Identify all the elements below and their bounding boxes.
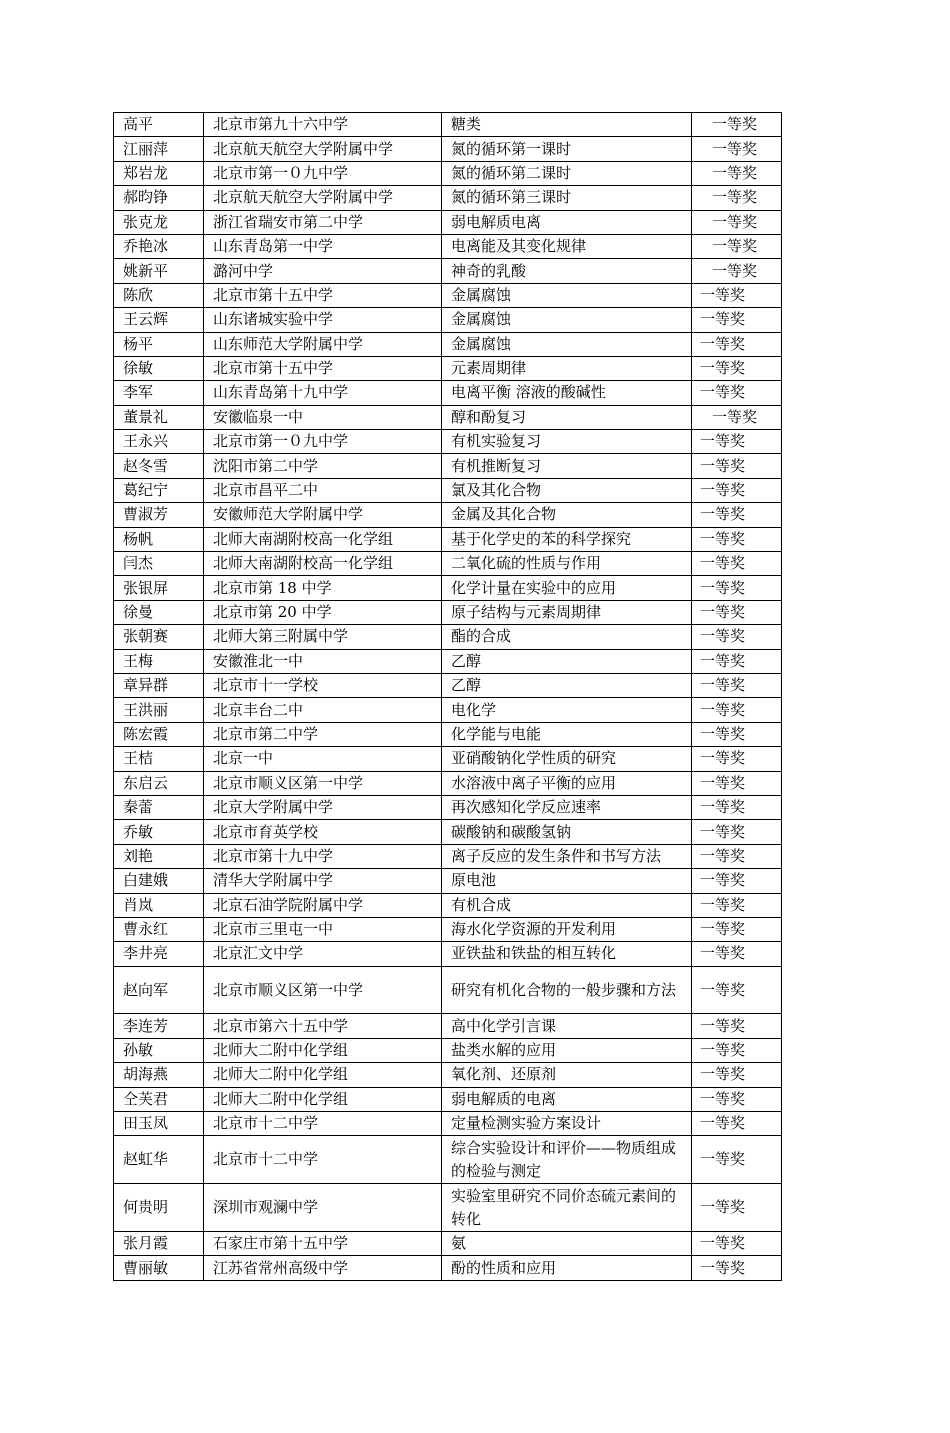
- lesson-topic-cell: 醇和酚复习: [442, 405, 692, 429]
- teacher-name-cell: 姚新平: [114, 259, 204, 283]
- table-row: [114, 234, 782, 258]
- award-level-cell: 一等奖: [692, 869, 782, 893]
- award-level-cell: 一等奖: [692, 234, 782, 258]
- award-level-cell: 一等奖: [692, 722, 782, 746]
- teacher-name-cell: 王梅: [114, 649, 204, 673]
- table-row: [114, 356, 782, 380]
- lesson-topic-cell: 氮的循环第三课时: [442, 186, 692, 210]
- school-cell: 北京市顺义区第一中学: [204, 966, 442, 1014]
- table-row: [114, 576, 782, 600]
- lesson-topic-cell: 弱电解质的电离: [442, 1087, 692, 1111]
- teacher-name-cell: 张月霞: [114, 1232, 204, 1256]
- table-row: [114, 454, 782, 478]
- table-row: [114, 186, 782, 210]
- teacher-name-cell: 王桔: [114, 747, 204, 771]
- school-cell: 北师大二附中化学组: [204, 1038, 442, 1062]
- teacher-name-cell: 张银屏: [114, 576, 204, 600]
- school-cell: 北京市第十五中学: [204, 283, 442, 307]
- school-cell: 北京市第十九中学: [204, 844, 442, 868]
- school-cell: 北京市十一学校: [204, 673, 442, 697]
- award-level-cell: 一等奖: [692, 430, 782, 454]
- teacher-name-cell: 曹丽敏: [114, 1256, 204, 1280]
- table-row: [114, 771, 782, 795]
- award-level-cell: 一等奖: [692, 893, 782, 917]
- award-level-cell: 一等奖: [692, 405, 782, 429]
- school-cell: 北京市十二中学: [204, 1136, 442, 1184]
- award-level-cell: 一等奖: [692, 478, 782, 502]
- award-level-cell: 一等奖: [692, 332, 782, 356]
- table-row: [114, 625, 782, 649]
- school-cell: 山东师范大学附属中学: [204, 332, 442, 356]
- lesson-topic-cell: 金属腐蚀: [442, 308, 692, 332]
- table-row: [114, 917, 782, 941]
- award-level-cell: 一等奖: [692, 259, 782, 283]
- table-row: [114, 698, 782, 722]
- lesson-topic-cell: 盐类水解的应用: [442, 1038, 692, 1062]
- school-cell: 安徽淮北一中: [204, 649, 442, 673]
- teacher-name-cell: 仝芙君: [114, 1087, 204, 1111]
- table-row: [114, 722, 782, 746]
- award-level-cell: 一等奖: [692, 795, 782, 819]
- teacher-name-cell: 东启云: [114, 771, 204, 795]
- award-table-body: [114, 113, 782, 1281]
- school-cell: 浙江省瑞安市第二中学: [204, 210, 442, 234]
- school-cell: 北京一中: [204, 747, 442, 771]
- award-level-cell: 一等奖: [692, 673, 782, 697]
- school-cell: 北师大南湖附校高一化学组: [204, 527, 442, 551]
- school-cell: 北京汇文中学: [204, 942, 442, 966]
- award-level-cell: 一等奖: [692, 698, 782, 722]
- lesson-topic-cell: 化学能与电能: [442, 722, 692, 746]
- lesson-topic-cell: 碳酸钠和碳酸氢钠: [442, 820, 692, 844]
- award-level-cell: 一等奖: [692, 1232, 782, 1256]
- teacher-name-cell: 王云辉: [114, 308, 204, 332]
- teacher-name-cell: 王永兴: [114, 430, 204, 454]
- award-level-cell: 一等奖: [692, 503, 782, 527]
- teacher-name-cell: 赵向军: [114, 966, 204, 1014]
- table-row: [114, 1232, 782, 1256]
- lesson-topic-cell: 乙醇: [442, 673, 692, 697]
- table-row: [114, 869, 782, 893]
- lesson-topic-cell: 亚硝酸钠化学性质的研究: [442, 747, 692, 771]
- teacher-name-cell: 徐敏: [114, 356, 204, 380]
- school-cell: 北师大二附中化学组: [204, 1063, 442, 1087]
- table-row: [114, 820, 782, 844]
- table-row: [114, 1014, 782, 1038]
- table-row: [114, 1087, 782, 1111]
- teacher-name-cell: 胡海燕: [114, 1063, 204, 1087]
- table-row: [114, 210, 782, 234]
- table-row: [114, 430, 782, 454]
- lesson-topic-cell: 有机实验复习: [442, 430, 692, 454]
- teacher-name-cell: 李军: [114, 381, 204, 405]
- award-level-cell: 一等奖: [692, 1063, 782, 1087]
- lesson-topic-cell: 基于化学史的苯的科学探究: [442, 527, 692, 551]
- award-level-cell: 一等奖: [692, 966, 782, 1014]
- school-cell: 北京市育英学校: [204, 820, 442, 844]
- table-row: [114, 1136, 782, 1184]
- award-level-cell: 一等奖: [692, 1184, 782, 1232]
- award-level-cell: 一等奖: [692, 186, 782, 210]
- lesson-topic-cell: 原电池: [442, 869, 692, 893]
- lesson-topic-cell: 氯及其化合物: [442, 478, 692, 502]
- school-cell: 北京市第一０九中学: [204, 161, 442, 185]
- table-row: [114, 649, 782, 673]
- teacher-name-cell: 张朝赛: [114, 625, 204, 649]
- award-level-cell: 一等奖: [692, 1014, 782, 1038]
- award-level-cell: 一等奖: [692, 942, 782, 966]
- award-level-cell: 一等奖: [692, 210, 782, 234]
- table-row: [114, 1256, 782, 1280]
- school-cell: 安徽师范大学附属中学: [204, 503, 442, 527]
- table-row: [114, 893, 782, 917]
- school-cell: 北京市第十五中学: [204, 356, 442, 380]
- lesson-topic-cell: 电离能及其变化规律: [442, 234, 692, 258]
- table-row: [114, 966, 782, 1014]
- lesson-topic-cell: 水溶液中离子平衡的应用: [442, 771, 692, 795]
- lesson-topic-cell: 金属及其化合物: [442, 503, 692, 527]
- table-row: [114, 332, 782, 356]
- award-level-cell: 一等奖: [692, 381, 782, 405]
- award-level-cell: 一等奖: [692, 1038, 782, 1062]
- school-cell: 山东青岛第十九中学: [204, 381, 442, 405]
- award-level-cell: 一等奖: [692, 576, 782, 600]
- lesson-topic-cell: 金属腐蚀: [442, 332, 692, 356]
- table-row: [114, 1112, 782, 1136]
- school-cell: 北京石油学院附属中学: [204, 893, 442, 917]
- lesson-topic-cell: 酚的性质和应用: [442, 1256, 692, 1280]
- lesson-topic-cell: 化学计量在实验中的应用: [442, 576, 692, 600]
- teacher-name-cell: 李井亮: [114, 942, 204, 966]
- teacher-name-cell: 孙敏: [114, 1038, 204, 1062]
- table-row: [114, 552, 782, 576]
- school-cell: 北京市第 20 中学: [204, 600, 442, 624]
- lesson-topic-cell: 再次感知化学反应速率: [442, 795, 692, 819]
- teacher-name-cell: 杨帆: [114, 527, 204, 551]
- award-level-cell: 一等奖: [692, 283, 782, 307]
- lesson-topic-cell: 氮的循环第一课时: [442, 137, 692, 161]
- teacher-name-cell: 张克龙: [114, 210, 204, 234]
- lesson-topic-cell: 弱电解质电离: [442, 210, 692, 234]
- lesson-topic-cell: 原子结构与元素周期律: [442, 600, 692, 624]
- lesson-topic-cell: 离子反应的发生条件和书写方法: [442, 844, 692, 868]
- table-row: [114, 478, 782, 502]
- school-cell: 北师大二附中化学组: [204, 1087, 442, 1111]
- teacher-name-cell: 徐曼: [114, 600, 204, 624]
- school-cell: 北京航天航空大学附属中学: [204, 137, 442, 161]
- award-level-cell: 一等奖: [692, 454, 782, 478]
- school-cell: 北京市第六十五中学: [204, 1014, 442, 1038]
- award-level-cell: 一等奖: [692, 625, 782, 649]
- school-cell: 深圳市观澜中学: [204, 1184, 442, 1232]
- school-cell: 北师大第三附属中学: [204, 625, 442, 649]
- school-cell: 北京市三里屯一中: [204, 917, 442, 941]
- teacher-name-cell: 曹淑芳: [114, 503, 204, 527]
- teacher-name-cell: 王洪丽: [114, 698, 204, 722]
- teacher-name-cell: 郑岩龙: [114, 161, 204, 185]
- school-cell: 北京市第九十六中学: [204, 113, 442, 137]
- lesson-topic-cell: 有机合成: [442, 893, 692, 917]
- table-row: [114, 113, 782, 137]
- award-table: [113, 112, 782, 1281]
- table-row: [114, 259, 782, 283]
- teacher-name-cell: 董景礼: [114, 405, 204, 429]
- school-cell: 安徽临泉一中: [204, 405, 442, 429]
- table-row: [114, 503, 782, 527]
- award-level-cell: 一等奖: [692, 649, 782, 673]
- school-cell: 北京市第 18 中学: [204, 576, 442, 600]
- teacher-name-cell: 肖岚: [114, 893, 204, 917]
- table-row: [114, 673, 782, 697]
- award-level-cell: 一等奖: [692, 917, 782, 941]
- teacher-name-cell: 闫杰: [114, 552, 204, 576]
- school-cell: 江苏省常州高级中学: [204, 1256, 442, 1280]
- school-cell: 北京市顺义区第一中学: [204, 771, 442, 795]
- award-level-cell: 一等奖: [692, 747, 782, 771]
- teacher-name-cell: 江丽萍: [114, 137, 204, 161]
- award-level-cell: 一等奖: [692, 771, 782, 795]
- school-cell: 潞河中学: [204, 259, 442, 283]
- lesson-topic-cell: 高中化学引言课: [442, 1014, 692, 1038]
- teacher-name-cell: 章异群: [114, 673, 204, 697]
- teacher-name-cell: 乔艳冰: [114, 234, 204, 258]
- table-row: [114, 600, 782, 624]
- table-row: [114, 283, 782, 307]
- lesson-topic-cell: 乙醇: [442, 649, 692, 673]
- award-level-cell: 一等奖: [692, 356, 782, 380]
- lesson-topic-cell: 综合实验设计和评价——物质组成的检验与测定: [442, 1136, 692, 1184]
- table-row: [114, 381, 782, 405]
- school-cell: 北京市第二中学: [204, 722, 442, 746]
- school-cell: 沈阳市第二中学: [204, 454, 442, 478]
- school-cell: 北京航天航空大学附属中学: [204, 186, 442, 210]
- award-level-cell: 一等奖: [692, 552, 782, 576]
- teacher-name-cell: 李连芳: [114, 1014, 204, 1038]
- table-row: [114, 405, 782, 429]
- teacher-name-cell: 高平: [114, 113, 204, 137]
- lesson-topic-cell: 氮的循环第二课时: [442, 161, 692, 185]
- award-level-cell: 一等奖: [692, 600, 782, 624]
- lesson-topic-cell: 氧化剂、还原剂: [442, 1063, 692, 1087]
- lesson-topic-cell: 神奇的乳酸: [442, 259, 692, 283]
- teacher-name-cell: 秦蕾: [114, 795, 204, 819]
- lesson-topic-cell: 酯的合成: [442, 625, 692, 649]
- award-level-cell: 一等奖: [692, 844, 782, 868]
- teacher-name-cell: 白建娥: [114, 869, 204, 893]
- school-cell: 北京大学附属中学: [204, 795, 442, 819]
- table-row: [114, 308, 782, 332]
- lesson-topic-cell: 电离平衡 溶液的酸碱性: [442, 381, 692, 405]
- lesson-topic-cell: 氨: [442, 1232, 692, 1256]
- lesson-topic-cell: 研究有机化合物的一般步骤和方法: [442, 966, 692, 1014]
- school-cell: 北京市第一０九中学: [204, 430, 442, 454]
- teacher-name-cell: 曹永红: [114, 917, 204, 941]
- teacher-name-cell: 刘艳: [114, 844, 204, 868]
- award-level-cell: 一等奖: [692, 820, 782, 844]
- teacher-name-cell: 葛纪宁: [114, 478, 204, 502]
- table-row: [114, 942, 782, 966]
- award-level-cell: 一等奖: [692, 1112, 782, 1136]
- lesson-topic-cell: 元素周期律: [442, 356, 692, 380]
- teacher-name-cell: 田玉凤: [114, 1112, 204, 1136]
- lesson-topic-cell: 定量检测实验方案设计: [442, 1112, 692, 1136]
- award-level-cell: 一等奖: [692, 527, 782, 551]
- teacher-name-cell: 陈欣: [114, 283, 204, 307]
- school-cell: 北京市昌平二中: [204, 478, 442, 502]
- award-level-cell: 一等奖: [692, 1087, 782, 1111]
- table-row: [114, 161, 782, 185]
- table-row: [114, 1038, 782, 1062]
- award-level-cell: 一等奖: [692, 113, 782, 137]
- award-level-cell: 一等奖: [692, 308, 782, 332]
- table-row: [114, 137, 782, 161]
- school-cell: 北京市十二中学: [204, 1112, 442, 1136]
- award-level-cell: 一等奖: [692, 137, 782, 161]
- teacher-name-cell: 何贵明: [114, 1184, 204, 1232]
- lesson-topic-cell: 亚铁盐和铁盐的相互转化: [442, 942, 692, 966]
- award-level-cell: 一等奖: [692, 161, 782, 185]
- school-cell: 山东青岛第一中学: [204, 234, 442, 258]
- award-level-cell: 一等奖: [692, 1256, 782, 1280]
- teacher-name-cell: 乔敏: [114, 820, 204, 844]
- school-cell: 北京丰台二中: [204, 698, 442, 722]
- lesson-topic-cell: 电化学: [442, 698, 692, 722]
- teacher-name-cell: 杨平: [114, 332, 204, 356]
- lesson-topic-cell: 实验室里研究不同价态硫元素间的转化: [442, 1184, 692, 1232]
- lesson-topic-cell: 糖类: [442, 113, 692, 137]
- table-row: [114, 1184, 782, 1232]
- lesson-topic-cell: 二氧化硫的性质与作用: [442, 552, 692, 576]
- teacher-name-cell: 赵冬雪: [114, 454, 204, 478]
- school-cell: 石家庄市第十五中学: [204, 1232, 442, 1256]
- school-cell: 北师大南湖附校高一化学组: [204, 552, 442, 576]
- lesson-topic-cell: 金属腐蚀: [442, 283, 692, 307]
- table-row: [114, 747, 782, 771]
- lesson-topic-cell: 海水化学资源的开发利用: [442, 917, 692, 941]
- table-row: [114, 1063, 782, 1087]
- teacher-name-cell: 郝昀铮: [114, 186, 204, 210]
- table-row: [114, 795, 782, 819]
- school-cell: 清华大学附属中学: [204, 869, 442, 893]
- award-level-cell: 一等奖: [692, 1136, 782, 1184]
- school-cell: 山东诸城实验中学: [204, 308, 442, 332]
- table-row: [114, 527, 782, 551]
- teacher-name-cell: 陈宏霞: [114, 722, 204, 746]
- teacher-name-cell: 赵虹华: [114, 1136, 204, 1184]
- lesson-topic-cell: 有机推断复习: [442, 454, 692, 478]
- table-row: [114, 844, 782, 868]
